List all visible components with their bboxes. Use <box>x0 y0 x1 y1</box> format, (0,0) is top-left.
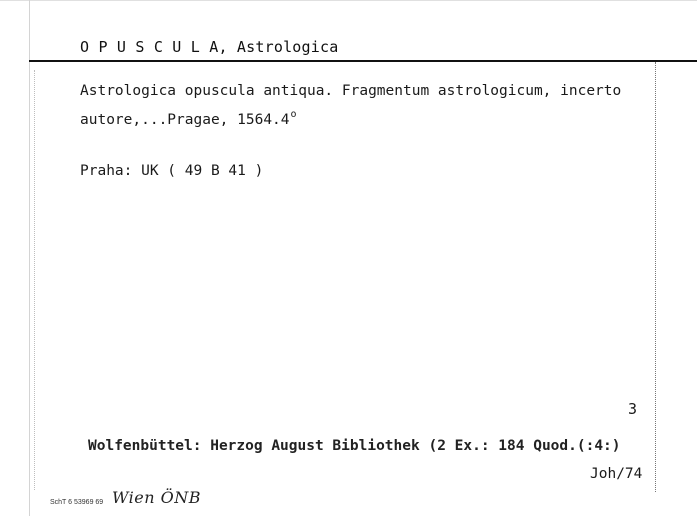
description-line-2-text: autore,...Pragae, 1564.4 <box>80 112 290 128</box>
card-left-edge <box>29 0 30 516</box>
shelfmark: Praha: UK ( 49 B 41 ) <box>80 163 264 179</box>
holding-library: Wolfenbüttel: Herzog August Bibliothek (2 Ex.: 184 Quod.(:4:) <box>88 438 621 454</box>
library-stamp: Wien ÖNB <box>112 488 202 507</box>
format-superscript: o <box>290 109 297 120</box>
printer-code: SchT 6 53969 69 <box>50 499 104 506</box>
bibliographic-description <box>80 80 650 132</box>
cataloger-initials: Joh/74 <box>590 466 643 482</box>
copy-number: 3 <box>628 400 638 418</box>
card-top-edge <box>0 0 697 1</box>
left-margin-dots <box>34 70 35 490</box>
description-line-2 <box>80 103 650 132</box>
header-rule <box>29 60 697 62</box>
description-line-1: Astrologica opuscula antiqua. Fragmentum astrologicum, incerto <box>80 83 622 99</box>
card-heading: O P U S C U L A, Astrologica <box>80 38 339 56</box>
right-margin-rule <box>655 62 656 492</box>
